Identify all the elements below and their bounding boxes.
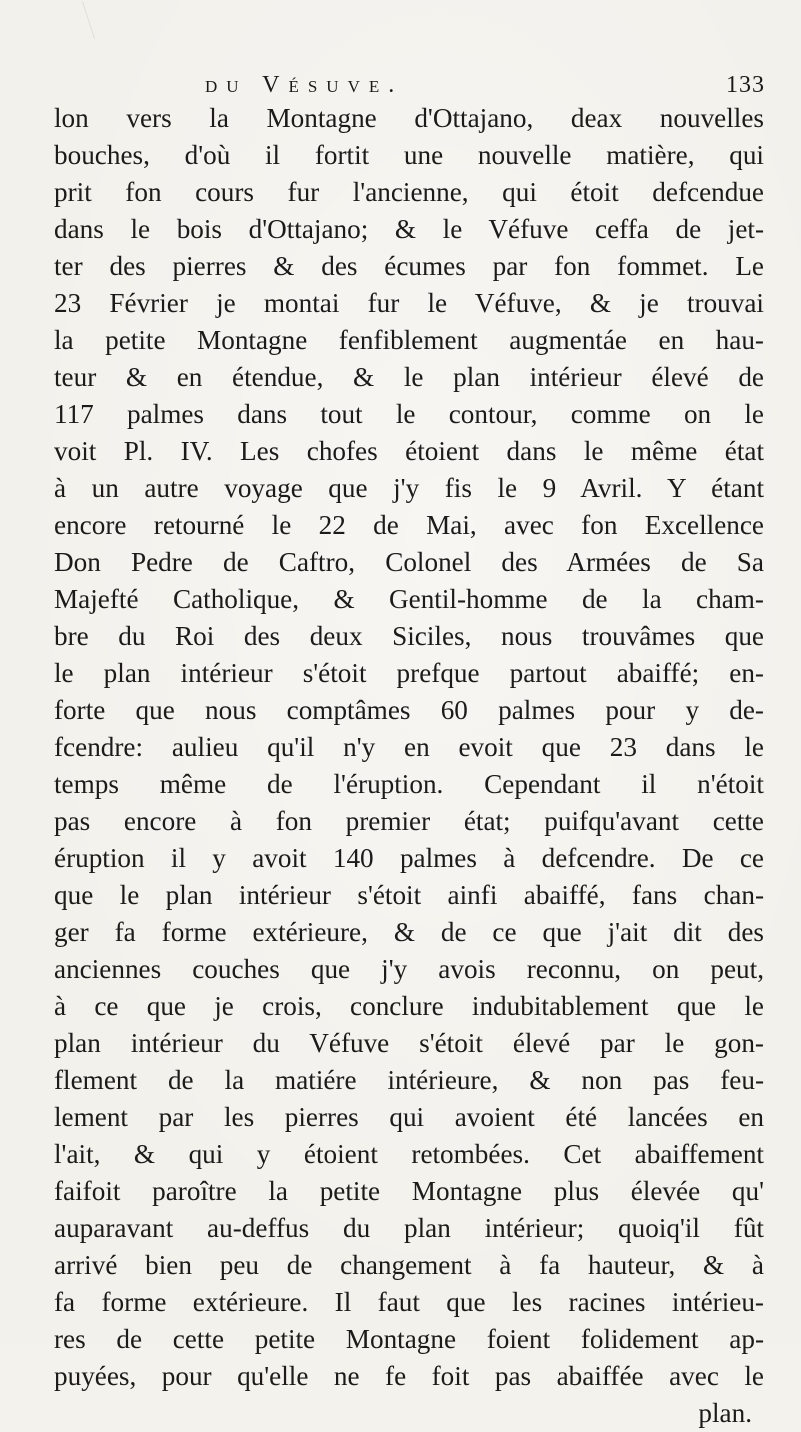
text-line: à un autre voyage que j'y fis le 9 Avril. Y étant <box>54 473 764 503</box>
text-line: voit Pl. IV. Les chofes étoient dans le même état <box>54 436 764 466</box>
body-text <box>54 100 764 1432</box>
text-line: 23 Février je montai fur le Véfuve, & je trouvai <box>54 288 764 318</box>
text-line: bouches, d'où il fortit une nouvelle matière, qui <box>54 140 764 170</box>
text-line: fcendre: aulieu qu'il n'y en evoit que 23 dans le <box>54 732 764 762</box>
text-line: arrivé bien peu de changement à fa hauteur, & à <box>54 1250 764 1280</box>
text-line: forte que nous comptâmes 60 palmes pour y de- <box>54 695 764 725</box>
text-line: lement par les pierres qui avoient été lancées en <box>54 1102 764 1132</box>
text-line: plan. <box>698 1398 752 1428</box>
text-line: dans le bois d'Ottajano; & le Véfuve ceffa de jet- <box>54 214 764 244</box>
text-line: le plan intérieur s'étoit prefque partout abaiffé; en- <box>54 658 764 688</box>
text-line: prit fon cours fur l'ancienne, qui étoit defcendue <box>54 177 764 207</box>
text-line: Majefté Catholique, & Gentil-homme de la cham- <box>54 584 764 614</box>
text-line: Don Pedre de Caftro, Colonel des Armées de Sa <box>54 547 764 577</box>
text-line: puyées, pour qu'elle ne fe foit pas abaiffée avec le <box>54 1361 764 1391</box>
text-line: ter des pierres & des écumes par fon fommet. Le <box>54 251 764 281</box>
text-line: la petite Montagne fenfiblement augmentáe en hau- <box>54 325 764 355</box>
text-line: 117 palmes dans tout le contour, comme on le <box>54 399 764 429</box>
text-line: encore retourné le 22 de Mai, avec fon Excellence <box>54 510 764 540</box>
text-line: lon vers la Montagne d'Ottajano, deax nouvelles <box>54 103 764 133</box>
text-line: pas encore à fon premier état; puifqu'avant cette <box>54 806 764 836</box>
text-line: fa forme extérieure. Il faut que les racines intérieu- <box>54 1287 764 1317</box>
text-line: éruption il y avoit 140 palmes à defcendre. De ce <box>54 843 764 873</box>
page-number: 133 <box>726 72 765 98</box>
text-line: l'ait, & qui y étoient retombées. Cet abaiffement <box>54 1139 764 1169</box>
text-line: flement de la matiére intérieure, & non pas feu- <box>54 1065 764 1095</box>
text-line: temps même de l'éruption. Cependant il n'étoit <box>54 769 764 799</box>
text-line: plan intérieur du Véfuve s'étoit élevé par le gon- <box>54 1028 764 1058</box>
text-line: res de cette petite Montagne foient folidement ap- <box>54 1324 764 1354</box>
text-line: ger fa forme extérieure, & de ce que j'ait dit des <box>54 917 764 947</box>
running-head <box>0 72 801 102</box>
paper-crease <box>82 1 95 39</box>
text-line: anciennes couches que j'y avois reconnu, on peut, <box>54 954 764 984</box>
text-line: que le plan intérieur s'étoit ainfi abaiffé, fans chan- <box>54 880 764 910</box>
text-line: à ce que je crois, conclure indubitablement que le <box>54 991 764 1021</box>
text-line: teur & en étendue, & le plan intérieur élevé de <box>54 362 764 392</box>
text-line: faifoit paroître la petite Montagne plus élevée qu' <box>54 1176 764 1206</box>
text-line: auparavant au-deffus du plan intérieur; quoiq'il fût <box>54 1213 764 1243</box>
running-head-title: du Vésuve. <box>205 72 404 98</box>
text-line: bre du Roi des deux Siciles, nous trouvâmes que <box>54 621 764 651</box>
